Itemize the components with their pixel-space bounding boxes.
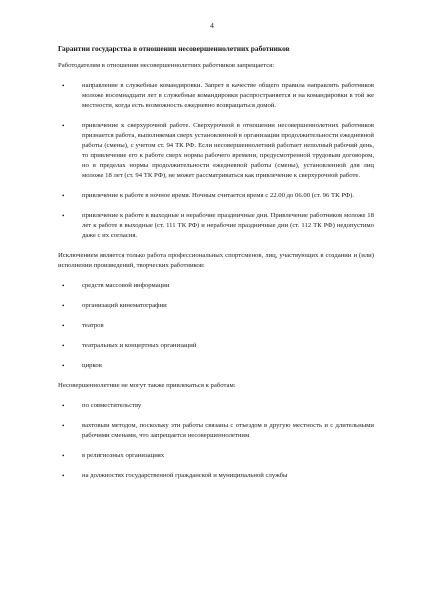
list-item <box>58 281 374 291</box>
bullet-icon: • <box>62 282 65 290</box>
list-item-text: привлечение к сверхурочной работе. Сверхурочной в отношении несовершеннолетних работников признается работа, выполняемая сверх установленной в организации продолжительности ежедневной работы (смены), с учетом ст. 94 ТК РФ. Если несовершеннолетний работает неполный рабочий день, то привлечение его к работе сверх нормы рабочего времени, предусмотренной трудовым договором, но в пределах нормы продолжительности ежедневной работы (смены), установленной для лиц моложе 18 лет (ст. 94 ТК РФ), не может рассматриваться как привлечение к сверхурочной работе. <box>82 122 374 179</box>
list-item-text: на должностях государственной гражданской и муниципальной службы <box>82 472 288 479</box>
list-item-text: вахтовым методом, поскольку эти работы связаны с отъездом в другую местность и с длительными рабочими сменами, что запрещается несовершеннолетним <box>82 422 374 439</box>
list-item-text: цирков <box>82 362 102 369</box>
list-item <box>58 341 374 351</box>
list-item <box>58 401 374 411</box>
list-item <box>58 471 374 481</box>
list-item-text: привлечение к работе в выходные и нерабочие праздничные дни. Привлечение работников моложе 18 лет к работе в выходные (ст. 111 ТК РФ) и нерабочие праздничные дни (ст. 112 ТК РФ) недопустимо даже с их согласия. <box>82 212 374 239</box>
list-item <box>58 191 374 201</box>
list-item <box>58 361 374 371</box>
bullet-icon: • <box>62 302 65 310</box>
document-body <box>58 44 374 491</box>
list-item <box>58 451 374 461</box>
bullet-icon: • <box>62 472 65 480</box>
list-item <box>58 121 374 181</box>
list-item-text: организаций кинематографии <box>82 302 167 309</box>
bullet-icon: • <box>62 422 65 430</box>
bullet-icon: • <box>62 192 65 200</box>
bullet-icon: • <box>62 322 65 330</box>
list-item-text: направление в служебные командировки. Запрет в качестве общего правила направлять работников моложе восемнадцати лет в служебные командировки распространяется и на командировки в той же местности, когда есть возможность ежедневно возвращаться домой. <box>82 82 374 109</box>
exception-paragraph: Исключением является только работа профессиональных спортсменов, лиц, участвующих в создании и (или) исполнении произведений, творческих работников: <box>58 252 374 269</box>
prohibitions-list <box>58 81 374 241</box>
bullet-icon: • <box>62 122 65 130</box>
list-item-text: средств массовой информации <box>82 282 170 289</box>
list-item-text: по совместительству <box>82 402 142 409</box>
list-item-text: в религиозных организациях <box>82 452 165 459</box>
minors-paragraph: Несовершеннолетние не могут также привлекаться к работам: <box>58 382 236 389</box>
work-restrictions-list <box>58 401 374 481</box>
list-item <box>58 421 374 441</box>
bullet-icon: • <box>62 212 65 220</box>
bullet-icon: • <box>62 452 65 460</box>
list-item <box>58 321 374 331</box>
list-item-text: привлечение к работе в ночное время. Ночным считается время с 22.00 до 06.00 (ст. 96 ТК РФ). <box>82 192 355 199</box>
page-number: 4 <box>210 21 214 30</box>
bullet-icon: • <box>62 362 65 370</box>
bullet-icon: • <box>62 342 65 350</box>
bullet-icon: • <box>62 82 65 90</box>
bullet-icon: • <box>62 402 65 410</box>
list-item <box>58 81 374 111</box>
list-item-text: театров <box>82 322 104 329</box>
list-item <box>58 211 374 241</box>
exceptions-list <box>58 281 374 371</box>
list-item <box>58 301 374 311</box>
section-title: Гарантии государства в отношении несовершеннолетних работников <box>58 44 290 53</box>
list-item-text: театральных и концертных организаций <box>82 342 197 349</box>
intro-paragraph: Работодателям в отношении несовершеннолетних работников запрещается: <box>58 62 275 69</box>
